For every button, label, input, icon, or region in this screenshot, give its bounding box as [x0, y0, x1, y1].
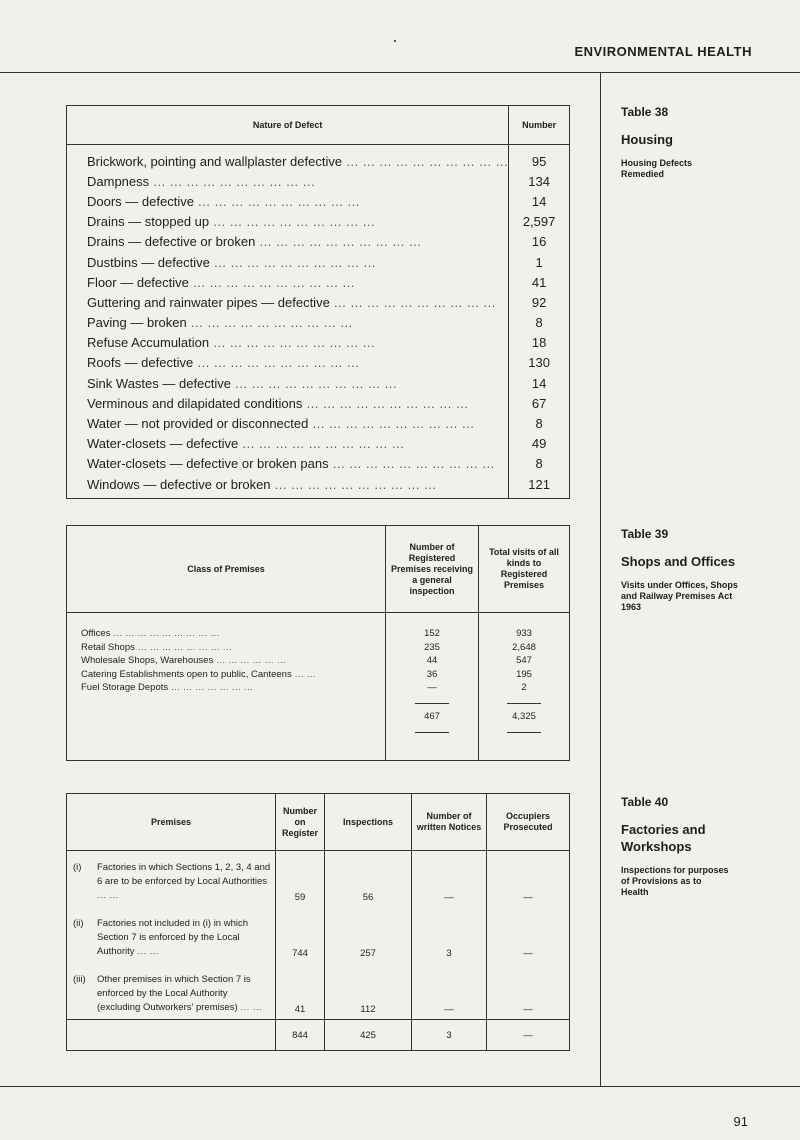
premises-cell	[67, 907, 276, 963]
table38-subtitle: Housing Defects Remedied	[621, 158, 693, 179]
premises-label: Factories in which Sections 1, 2, 3, 4 and 6 are to be enforced by Local Authorities	[97, 862, 271, 887]
registered-rule	[415, 732, 449, 733]
defect-cell	[67, 413, 509, 433]
dot-leader: … … … … … … … … … …	[329, 294, 496, 310]
dot-leader: … … … … … … … … … …	[342, 153, 509, 169]
dot-leader: … … … … … … … … … …	[308, 416, 475, 432]
defect-cell	[67, 171, 509, 191]
defect-number: 67	[509, 393, 570, 413]
register-total: 844	[276, 1020, 325, 1051]
premises-description	[97, 917, 271, 959]
defect-cell	[67, 272, 509, 292]
table-row	[67, 654, 570, 668]
visits-total: 4,325	[479, 708, 570, 724]
notices-value: —	[412, 963, 487, 1020]
header-class-of-premises: Class of Premises	[67, 526, 386, 613]
header-premises: Premises	[67, 794, 276, 851]
defect-number: 134	[509, 171, 570, 191]
dot-leader: … … … … … … …	[168, 682, 254, 694]
table40-title: Factories and Workshops	[621, 822, 706, 854]
header-written-notices: Number of written Notices	[412, 794, 487, 851]
defect-label: Verminous and dilapidated conditions	[87, 395, 303, 411]
dot-leader: … … … … … …	[213, 655, 287, 667]
defect-label: Brickwork, pointing and wallplaster defective	[87, 153, 343, 169]
defect-number: 16	[509, 232, 570, 252]
premises-description	[97, 861, 271, 903]
prosecuted-total: —	[487, 1020, 570, 1051]
defect-cell	[67, 434, 509, 454]
registered-total: 467	[386, 708, 479, 724]
dot-leader: … …	[237, 1002, 262, 1013]
visits-value: 2,648	[479, 641, 570, 655]
table-row	[67, 454, 570, 474]
table38-title: Housing	[621, 132, 673, 147]
defect-cell	[67, 474, 509, 499]
defect-cell	[67, 212, 509, 232]
table-row	[67, 145, 570, 172]
table-row	[67, 907, 570, 963]
page-number: 91	[733, 1114, 748, 1129]
table-row	[67, 434, 570, 454]
dot-leader: … … … … … … … … … …	[193, 193, 361, 209]
dot-leader: … … … … … … … … … …	[209, 335, 376, 351]
dot-leader: … … … … … … … … … …	[255, 234, 422, 250]
header-total-visits: Total visits of all kinds to Registered Premises	[479, 526, 570, 613]
table38-number: Table 38	[621, 105, 669, 119]
defect-number: 92	[509, 292, 570, 312]
dot-leader: … …	[291, 668, 316, 680]
premises-class-cell	[67, 681, 386, 695]
dot-leader: … … … … … … … … … …	[209, 254, 376, 270]
register-value: 59	[276, 851, 325, 908]
defect-label: Drains — defective or broken	[87, 234, 256, 250]
scan-dot	[394, 40, 396, 42]
row-numeral: (ii)	[73, 918, 84, 929]
row-numeral: (iii)	[73, 974, 86, 985]
table-row	[67, 272, 570, 292]
defect-cell	[67, 333, 509, 353]
prosecuted-value: —	[487, 963, 570, 1020]
table39-title: Shops and Offices	[621, 554, 736, 569]
visits-rule	[507, 732, 541, 733]
header-number: Number	[509, 106, 570, 145]
premises-class-label: Catering Establishments open to public, Canteens	[81, 668, 292, 680]
notices-value: —	[412, 851, 487, 908]
table-row	[67, 232, 570, 252]
top-rule	[0, 72, 800, 73]
dot-leader: … … … … … … … … … …	[188, 274, 355, 290]
defect-number: 95	[509, 145, 570, 172]
factories-workshops-table	[66, 793, 570, 1051]
defect-label: Refuse Accumulation	[87, 335, 210, 351]
dot-leader: … … … … … … … … … …	[302, 395, 469, 411]
table-row	[67, 191, 570, 211]
header-registered-premises: Number of Registered Premises receiving a general inspection	[386, 526, 479, 613]
defect-label: Floor — defective	[87, 274, 189, 290]
table39-subtitle: Visits under Offices, Shops and Railway Premises Act 1963	[621, 580, 738, 612]
defect-cell	[67, 454, 509, 474]
totals-row	[67, 708, 570, 724]
dot-leader: … … … … … … … … … …	[270, 476, 437, 492]
table39-side-label	[621, 527, 791, 613]
header-inspections: Inspections	[325, 794, 412, 851]
premises-class-label: Fuel Storage Depots	[81, 682, 169, 694]
dot-leader: … …	[134, 946, 159, 957]
dot-leader: … …	[97, 890, 119, 901]
inspections-value: 112	[325, 963, 412, 1020]
registered-value: 44	[386, 654, 479, 668]
dot-leader: … … … … … … … … …	[110, 628, 220, 640]
visits-value: 195	[479, 668, 570, 682]
totals-row	[67, 1020, 570, 1051]
table-row	[67, 292, 570, 312]
table-row	[67, 373, 570, 393]
premises-class-label: Retail Shops	[81, 641, 135, 653]
registered-value: 36	[386, 668, 479, 682]
column-divider	[600, 72, 601, 1086]
housing-defects-table	[66, 105, 570, 499]
registered-value: —	[386, 681, 479, 695]
table-row	[67, 333, 570, 353]
premises-class-cell	[67, 668, 386, 682]
defect-cell	[67, 373, 509, 393]
premises-class-cell	[67, 641, 386, 655]
defect-label: Drains — stopped up	[87, 214, 210, 230]
visits-rule	[507, 703, 541, 704]
defect-cell	[67, 393, 509, 413]
table-row	[67, 668, 570, 682]
table40-number: Table 40	[621, 795, 669, 809]
defect-cell	[67, 252, 509, 272]
defect-number: 49	[509, 434, 570, 454]
premises-cell	[67, 851, 276, 908]
table40-subtitle: Inspections for purposes of Provisions as to Health	[621, 865, 729, 897]
prosecuted-value: —	[487, 851, 570, 908]
table-row	[67, 641, 570, 655]
premises-class-cell	[67, 613, 386, 641]
defect-number: 8	[509, 313, 570, 333]
defect-cell	[67, 353, 509, 373]
table-row	[67, 212, 570, 232]
dot-leader: … … … … … … … …	[134, 641, 232, 653]
notices-total: 3	[412, 1020, 487, 1051]
prosecuted-value: —	[487, 907, 570, 963]
defect-number: 8	[509, 454, 570, 474]
table-row	[67, 474, 570, 499]
row-numeral: (i)	[73, 862, 82, 873]
register-value: 41	[276, 963, 325, 1020]
table40-side-label	[621, 795, 791, 898]
table38-side-label	[621, 105, 791, 180]
registered-value: 152	[386, 613, 479, 641]
table-row	[67, 681, 570, 695]
header-number-on-register: Number on Register	[276, 794, 325, 851]
premises-label: Other premises in which Section 7 is enforced by the Local Authority (excluding Outworkers' premises)	[97, 974, 251, 1013]
register-value: 744	[276, 907, 325, 963]
defect-cell	[67, 232, 509, 252]
premises-class-label: Wholesale Shops, Warehouses	[81, 655, 214, 667]
dot-leader: … … … … … … … … … …	[231, 375, 398, 391]
dot-leader: … … … … … … … … … …	[238, 436, 405, 452]
rule-row	[67, 724, 570, 738]
defect-cell	[67, 292, 509, 312]
table-row	[67, 413, 570, 433]
defect-number: 121	[509, 474, 570, 499]
rule-row	[67, 695, 570, 709]
inspections-total: 425	[325, 1020, 412, 1051]
inspections-value: 257	[325, 907, 412, 963]
premises-description	[97, 973, 271, 1015]
premises-class-label: Offices	[81, 628, 111, 640]
notices-value: 3	[412, 907, 487, 963]
defect-number: 18	[509, 333, 570, 353]
dot-leader: … … … … … … … … … …	[149, 173, 316, 189]
table-row	[67, 353, 570, 373]
premises-class-cell	[67, 654, 386, 668]
defect-label: Windows — defective or broken	[87, 476, 271, 492]
defect-cell	[67, 191, 509, 211]
defect-number: 41	[509, 272, 570, 292]
inspections-value: 56	[325, 851, 412, 908]
dot-leader: … … … … … … … … … …	[328, 456, 495, 472]
defect-label: Dampness	[87, 173, 150, 189]
premises-cell	[67, 963, 276, 1020]
header-occupiers-prosecuted: Occupiers Prosecuted	[487, 794, 570, 851]
premises-label: Factories not included in (i) in which Section 7 is enforced by the Local Authority	[97, 918, 249, 957]
shops-offices-table	[66, 525, 570, 761]
dot-leader: … … … … … … … … … …	[193, 355, 360, 371]
table-row	[67, 613, 570, 641]
table39-number: Table 39	[621, 527, 669, 541]
dot-leader: … … … … … … … … … …	[186, 315, 353, 331]
defect-label: Dustbins — defective	[87, 254, 210, 270]
defect-label: Water-closets — defective	[87, 436, 239, 452]
defect-label: Doors — defective	[87, 193, 194, 209]
visits-value: 933	[479, 613, 570, 641]
defect-label: Sink Wastes — defective	[87, 375, 232, 391]
defect-number: 130	[509, 353, 570, 373]
defect-number: 2,597	[509, 212, 570, 232]
defect-label: Water-closets — defective or broken pans	[87, 456, 329, 472]
header-nature-of-defect: Nature of Defect	[67, 106, 509, 145]
table-row	[67, 393, 570, 413]
defect-number: 8	[509, 413, 570, 433]
defect-number: 14	[509, 191, 570, 211]
defect-cell	[67, 145, 509, 172]
defect-label: Guttering and rainwater pipes — defective	[87, 294, 330, 310]
visits-value: 2	[479, 681, 570, 695]
defect-label: Roofs — defective	[87, 355, 194, 371]
table-row	[67, 171, 570, 191]
defect-label: Paving — broken	[87, 315, 187, 331]
table-row	[67, 313, 570, 333]
defect-label: Water — not provided or disconnected	[87, 416, 309, 432]
dot-leader: … … … … … … … … … …	[209, 214, 376, 230]
table-row	[67, 851, 570, 908]
table-row	[67, 963, 570, 1020]
spacer-row	[67, 738, 570, 761]
visits-value: 547	[479, 654, 570, 668]
table-row	[67, 252, 570, 272]
defect-number: 1	[509, 252, 570, 272]
defect-number: 14	[509, 373, 570, 393]
page-header: ENVIRONMENTAL HEALTH	[574, 44, 752, 59]
registered-rule	[415, 703, 449, 704]
defect-cell	[67, 313, 509, 333]
registered-value: 235	[386, 641, 479, 655]
bottom-rule	[0, 1086, 800, 1087]
